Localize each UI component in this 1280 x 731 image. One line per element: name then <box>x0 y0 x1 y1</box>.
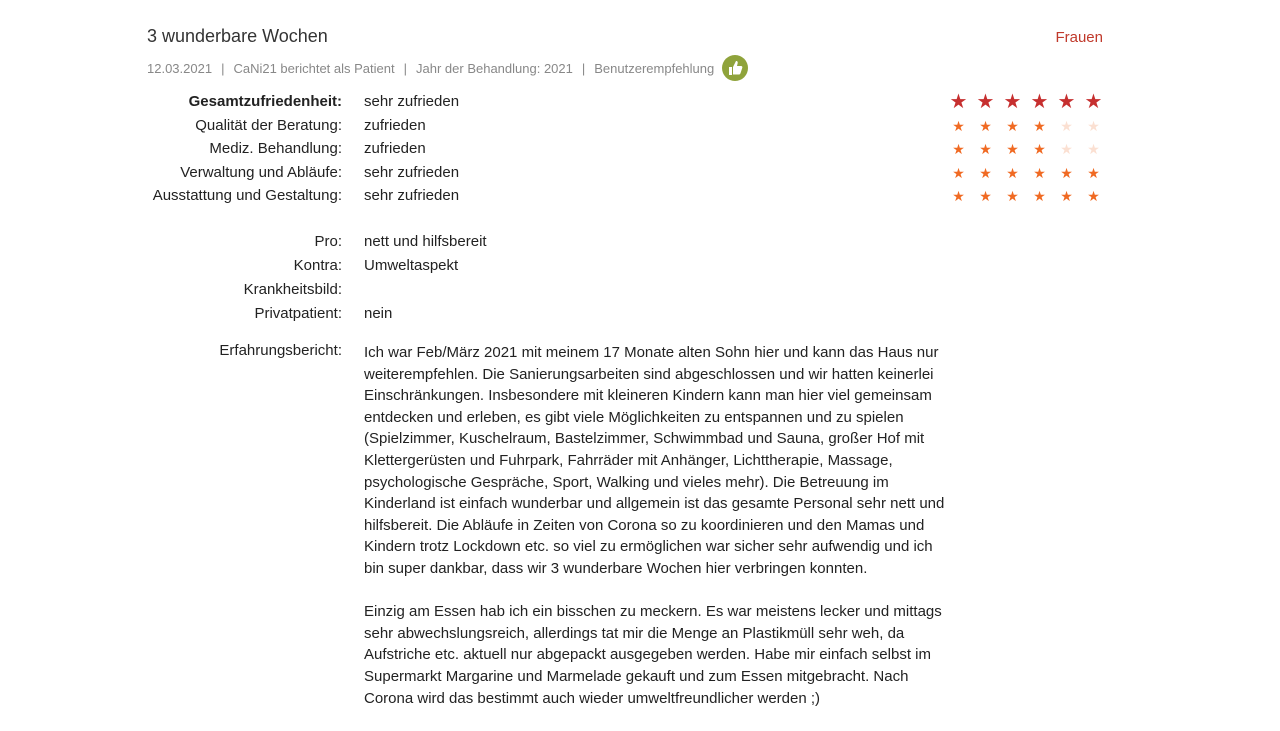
rating-label: Mediz. Behandlung: <box>209 140 342 157</box>
rating-value: zufrieden <box>364 117 426 134</box>
star-icon: ★ <box>979 118 992 134</box>
report-text <box>364 342 954 731</box>
star-icon: ★ <box>976 91 995 113</box>
review-title: 3 wunderbare Wochen <box>147 26 328 46</box>
star-icon: ★ <box>1057 91 1076 113</box>
detail-value: nein <box>364 305 393 322</box>
review-author[interactable]: CaNi21 berichtet als Patient <box>233 60 395 76</box>
rating-value: sehr zufrieden <box>364 164 460 181</box>
rating-label: Verwaltung und Abläufe: <box>180 164 342 181</box>
review-date: 12.03.2021 <box>147 60 213 76</box>
detail-value: nett und hilfsbereit <box>364 233 487 250</box>
star-icon: ★ <box>1006 188 1019 204</box>
report-paragraph: Ich war Feb/März 2021 mit meinem 17 Monate alten Sohn hier und kann das Haus nur weiterempfehlen. Die Sanierungsarbeiten sind abgeschlossen und wir hatten keinerlei Einschränkungen. Insbesondere mit kleineren Kindern kann man hier viel gemeinsam entdecken und erleben, es gibt viele Möglichkeiten zu entspannen und zu spielen (Spielzimmer, Kuschelraum, Bastelzimmer, Schwimmbad und Sauna, großer Hof mit Klettergerüsten und Fuhrpark, Fahrräder mit Anhänger, Lichttherapie, Massage, psychologische Gespräche, Sport, Walking und vieles mehr). Die Betreuung im Kinderland ist einfach wunderbar und allgemein ist das gesamte Personal sehr nett und hilfsbereit. Die Abläufe in Zeiten von Corona so zu koordinieren und den Mamas und Kindern trotz Lockdown etc. so viel zu ermöglichen war sicher sehr aufwendig und ich bin super dankbar, dass wir 3 wunderbare Wochen hier verbringen konnten. <box>364 344 945 577</box>
thumbs-up-icon <box>722 55 748 81</box>
star-icon: ★ <box>1084 91 1103 113</box>
star-icon: ★ <box>1087 188 1100 204</box>
rating-row <box>147 164 1107 187</box>
star-rating <box>945 140 1107 158</box>
detail-row <box>147 257 1107 279</box>
detail-label: Krankheitsbild: <box>243 281 342 298</box>
star-icon: ★ <box>952 165 965 181</box>
star-rating <box>945 164 1107 182</box>
rating-label: Qualität der Beratung: <box>195 117 342 134</box>
review-meta <box>147 55 748 81</box>
report-paragraph: Einzig am Essen hab ich ein bisschen zu meckern. Es war meistens lecker und mittags sehr abwechslungsreich, allerdings tat mir die Menge an Plastikmüll sehr weh, da Aufstriche etc. aktuell nur abgepackt ausgegeben werden. Habe mir einfach selbst im Supermarkt Margarine und Marmelade gekauft und zum Essen mitgebracht. Nach Corona wird das bestimmt auch wieder umweltfreundlicher werden ;) <box>364 603 942 707</box>
meta-separator: | <box>581 60 586 76</box>
rating-row <box>147 117 1107 140</box>
rating-label: Ausstattung und Gestaltung: <box>152 187 342 204</box>
detail-label: Pro: <box>314 233 342 250</box>
star-rating <box>945 117 1107 135</box>
star-icon: ★ <box>1033 188 1046 204</box>
rating-row <box>147 187 1107 210</box>
star-icon: ★ <box>1030 91 1049 113</box>
detail-value: Umweltaspekt <box>364 257 459 274</box>
star-icon: ★ <box>1033 118 1046 134</box>
star-icon: ★ <box>1087 165 1100 181</box>
star-icon: ★ <box>949 91 968 113</box>
star-icon: ★ <box>979 141 992 157</box>
detail-label: Privatpatient: <box>254 305 342 322</box>
star-icon: ★ <box>1060 165 1073 181</box>
detail-row <box>147 281 1107 303</box>
star-icon: ★ <box>1006 141 1019 157</box>
star-icon: ★ <box>1060 118 1073 134</box>
treatment-year: Jahr der Behandlung: 2021 <box>416 60 573 76</box>
star-icon: ★ <box>979 188 992 204</box>
rating-row <box>147 93 1107 116</box>
star-icon: ★ <box>1006 165 1019 181</box>
star-icon: ★ <box>1087 141 1100 157</box>
star-icon: ★ <box>1033 165 1046 181</box>
detail-row <box>147 305 1107 327</box>
star-icon: ★ <box>1087 118 1100 134</box>
detail-row <box>147 233 1107 255</box>
meta-separator: | <box>403 60 408 76</box>
star-icon: ★ <box>1003 91 1022 113</box>
star-icon: ★ <box>979 165 992 181</box>
category-link[interactable]: Frauen <box>1055 29 1103 46</box>
star-icon: ★ <box>952 188 965 204</box>
rating-row <box>147 140 1107 163</box>
rating-value: zufrieden <box>364 140 426 157</box>
star-rating <box>945 93 1107 111</box>
star-icon: ★ <box>952 118 965 134</box>
star-icon: ★ <box>1060 188 1073 204</box>
star-icon: ★ <box>952 141 965 157</box>
rating-label: Gesamtzufriedenheit: <box>188 93 342 110</box>
report-label: Erfahrungsbericht: <box>219 342 342 359</box>
meta-separator: | <box>221 60 225 76</box>
rating-value: sehr zufrieden <box>364 187 460 204</box>
rating-value: sehr zufrieden <box>364 93 460 110</box>
detail-label: Kontra: <box>293 257 342 274</box>
star-icon: ★ <box>1006 118 1019 134</box>
star-icon: ★ <box>1060 141 1073 157</box>
star-icon: ★ <box>1033 141 1046 157</box>
recommendation-label: Benutzerempfehlung <box>594 60 715 76</box>
star-rating <box>945 187 1107 205</box>
